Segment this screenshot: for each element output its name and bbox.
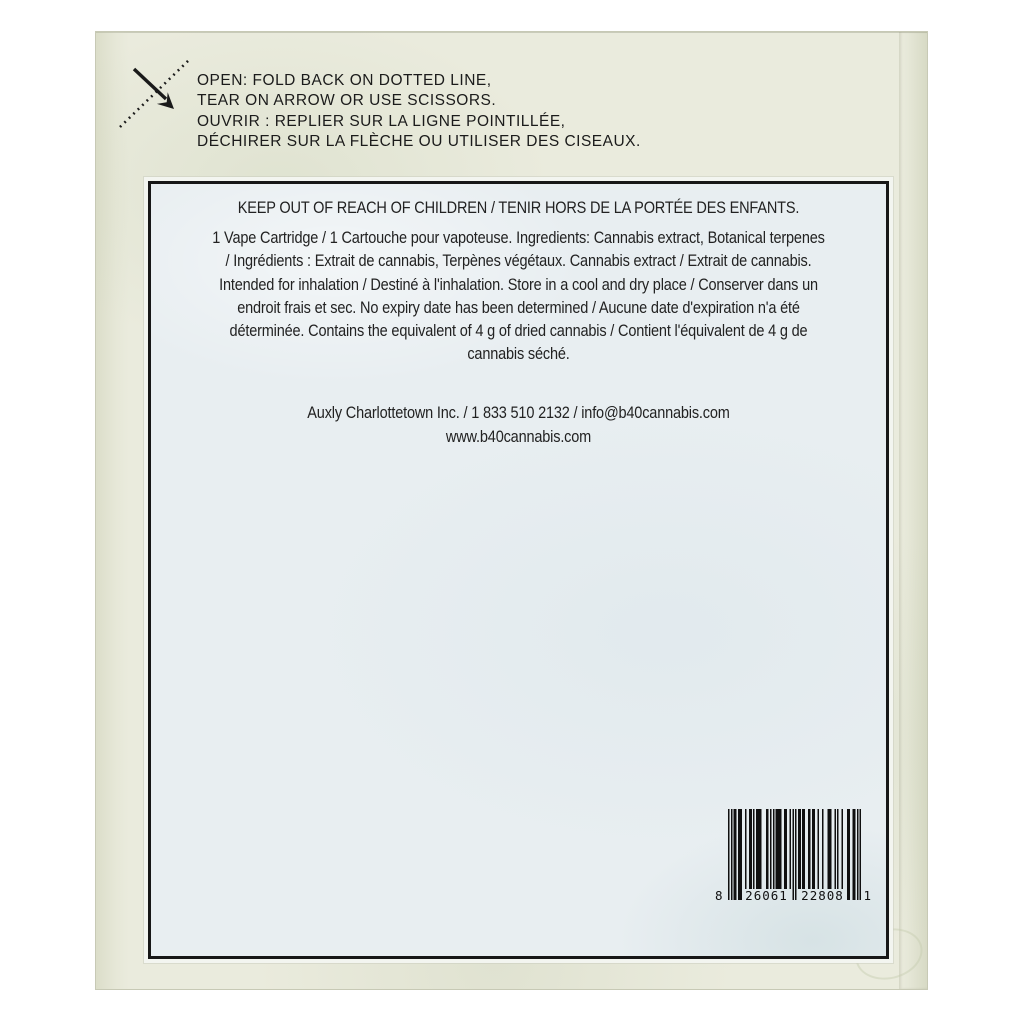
barcode-system-digit: 8	[715, 888, 723, 903]
package-back-panel	[95, 31, 928, 990]
tear-arrow-icon	[116, 57, 192, 131]
info-label	[148, 181, 889, 959]
open-instruction-line: DÉCHIRER SUR LA FLÈCHE OU UTILISER DES CISEAUX.	[197, 133, 641, 151]
barcode-right-digits: 22808	[801, 888, 844, 903]
arrow-shaft	[134, 69, 166, 99]
label-body-line: endroit frais et sec. No expiry date has been determined / Aucune date d'expiration n'a été	[237, 298, 800, 317]
website-line: www.b40cannabis.com	[445, 427, 592, 446]
label-body-line: déterminée. Contains the equivalent of 4 g of dried cannabis / Contient l'équivalent de 4 g de	[229, 322, 808, 341]
open-instruction-line: OPEN: FOLD BACK ON DOTTED LINE,	[197, 72, 492, 89]
label-body-line: cannabis séché.	[467, 345, 570, 364]
barcode	[715, 809, 871, 907]
open-instructions-text	[197, 71, 641, 153]
barcode-check-digit: 1	[863, 888, 871, 903]
dotted-fold-line	[120, 60, 189, 127]
package-right-seam	[899, 32, 927, 989]
open-instruction-line: TEAR ON ARROW OR USE SCISSORS.	[197, 92, 497, 110]
open-instruction-line: OUVRIR : REPLIER SUR LA LIGNE POINTILLÉE,	[197, 112, 566, 130]
label-body-line: 1 Vape Cartridge / 1 Cartouche pour vapoteuse. Ingredients: Cannabis extract, Botanical terpenes	[212, 229, 825, 248]
label-body-line: Intended for inhalation / Destiné à l'inhalation. Store in a cool and dry place / Conserver dans un	[219, 275, 818, 294]
barcode-left-digits: 26061	[745, 888, 788, 903]
contact-line: Auxly Charlottetown Inc. / 1 833 510 2132 / info@b40cannabis.com	[307, 404, 730, 423]
keep-out-warning: KEEP OUT OF REACH OF CHILDREN / TENIR HORS DE LA PORTÉE DES ENFANTS.	[237, 199, 800, 217]
package-left-seam	[96, 32, 129, 989]
contact-block	[195, 402, 842, 448]
barcode-bars	[728, 809, 861, 900]
label-text	[195, 197, 842, 449]
label-body-line: / Ingrédients : Extrait de cannabis, Terpènes végétaux. Cannabis extract / Extrait de cannabis.	[225, 252, 812, 271]
